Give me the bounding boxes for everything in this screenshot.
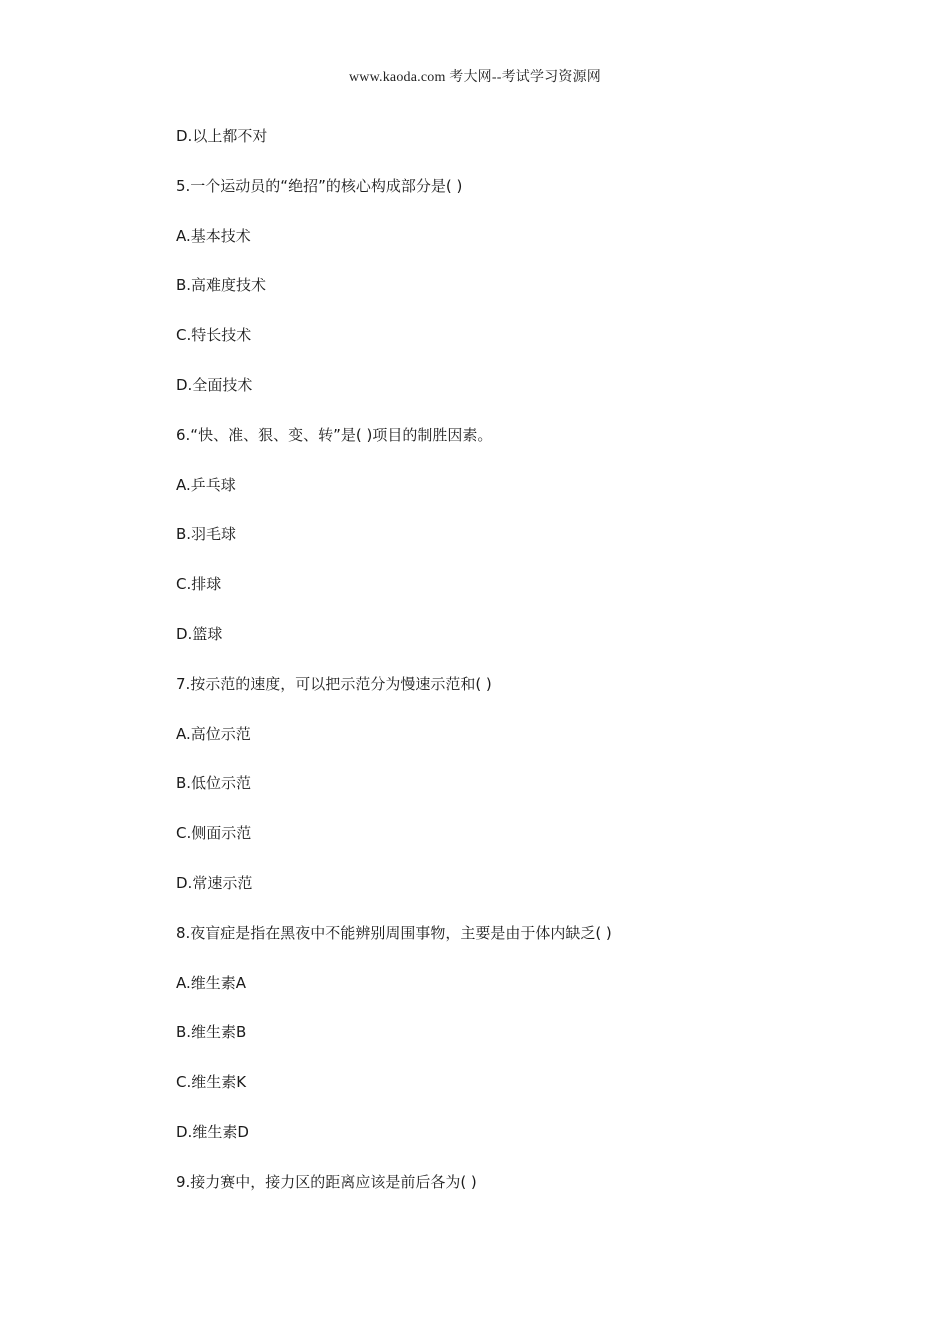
option-line: D.全面技术 xyxy=(176,375,253,394)
option-line: D.以上都不对 xyxy=(176,127,268,145)
option-line: A.维生素A xyxy=(176,973,247,992)
question-line: 9.接力赛中，接力区的距离应该是前后各为( ) xyxy=(176,1172,477,1191)
question-content xyxy=(176,124,796,1220)
option-line: B.高难度技术 xyxy=(176,276,267,295)
option-line: C.维生素K xyxy=(176,1073,247,1092)
option-line: C.排球 xyxy=(176,575,222,594)
option-line: B.维生素B xyxy=(176,1023,247,1042)
question-line: 6.“快、准、狠、变、转”是( )项目的制胜因素。 xyxy=(176,425,493,444)
option-line: A.基本技术 xyxy=(176,226,251,245)
option-line: B.低位示范 xyxy=(176,774,252,793)
option-line: D.篮球 xyxy=(176,624,223,643)
option-line: C.侧面示范 xyxy=(176,824,252,843)
option-line: D.维生素D xyxy=(176,1122,249,1141)
question-line: 5.一个运动员的“绝招”的核心构成部分是( ) xyxy=(176,176,463,195)
option-line: C.特长技术 xyxy=(176,326,252,345)
option-line: A.乒乓球 xyxy=(176,475,236,494)
question-line: 8.夜盲症是指在黑夜中不能辨别周围事物，主要是由于体内缺乏( ) xyxy=(176,923,612,942)
question-line: 7.按示范的速度，可以把示范分为慢速示范和( ) xyxy=(176,674,492,693)
page-header: www.kaoda.com 考大网--考试学习资源网 xyxy=(349,70,601,85)
option-line: B.羽毛球 xyxy=(176,525,237,544)
option-line: A.高位示范 xyxy=(176,724,251,743)
option-line: D.常速示范 xyxy=(176,873,253,892)
